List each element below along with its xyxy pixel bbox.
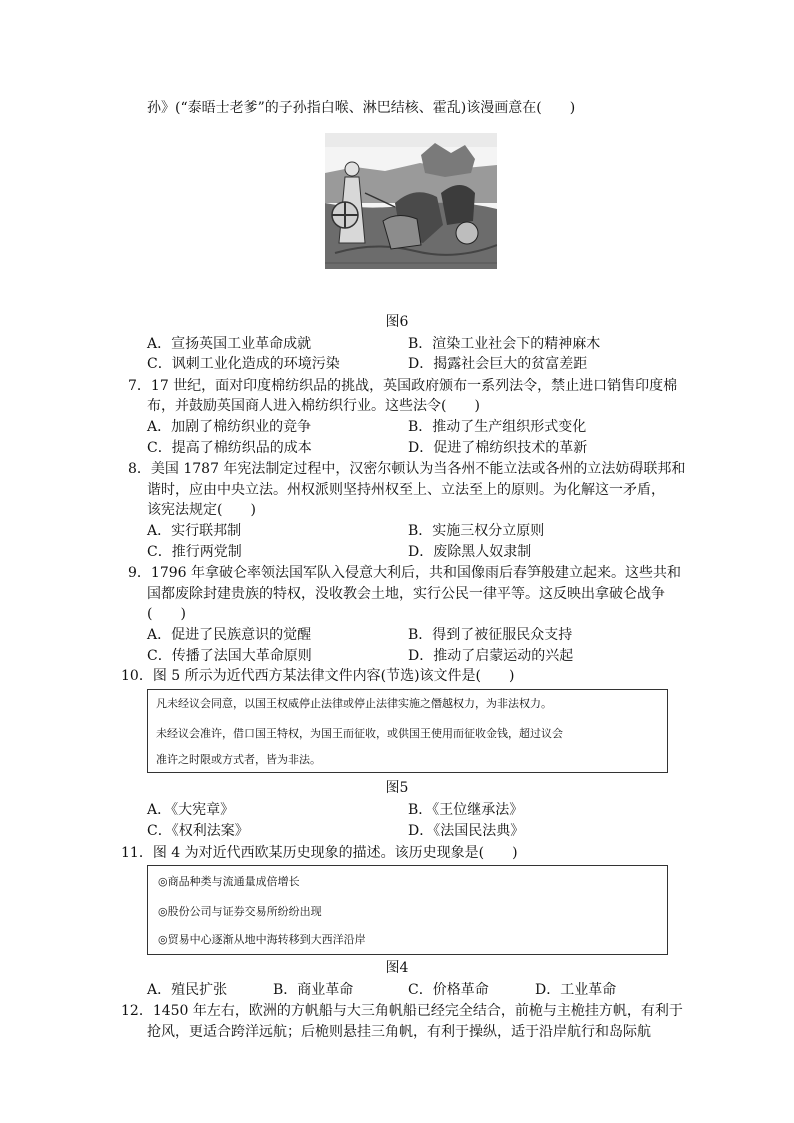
q9-stem-line-3: ( ) bbox=[147, 606, 186, 622]
q9-stem-line-1: 9．1796 年拿破仑率领法国军队入侵意大利后，共和国像雨后春笋般建立起来。这些共和 bbox=[128, 565, 681, 581]
q10-stem: 10．图 5 所示为近代西方某法律文件内容(节选)该文件是( ) bbox=[121, 668, 515, 684]
q7-option-d[interactable]: D．促进了棉纺织技术的革新 bbox=[408, 440, 588, 456]
q8-option-a[interactable]: A．实行联邦制 bbox=[147, 523, 242, 539]
figure-4-line-1: ◎商品种类与流通量成倍增长 bbox=[158, 875, 300, 888]
figure-4-box bbox=[147, 865, 668, 955]
q7-stem-line-2: 布，并鼓励英国商人进入棉纺织行业。这些法令( ) bbox=[147, 398, 480, 414]
q11-option-c[interactable]: C．价格革命 bbox=[408, 982, 489, 998]
q10-option-a[interactable]: A．《大宪章》 bbox=[147, 802, 235, 818]
q11-stem: 11．图 4 为对近代西欧某历史现象的描述。该历史现象是( ) bbox=[121, 845, 518, 861]
q9-option-c[interactable]: C．传播了法国大革命原则 bbox=[147, 648, 312, 664]
q10-option-c[interactable]: C．《权利法案》 bbox=[147, 823, 249, 839]
q7-option-a[interactable]: A．加剧了棉纺织业的竞争 bbox=[147, 419, 312, 435]
q9-stem-line-2: 国都废除封建贵族的特权，没收教会土地，实行公民一律平等。这反映出拿破仑战争 bbox=[147, 586, 665, 602]
figure-5-caption: 图5 bbox=[385, 780, 409, 796]
cartoon-illustration bbox=[325, 133, 497, 269]
q8-option-b[interactable]: B．实施三权分立原则 bbox=[408, 523, 545, 539]
q7-option-c[interactable]: C．提高了棉纺织品的成本 bbox=[147, 440, 312, 456]
q6-stem-tail: 孙》(“泰晤士老爹”的子孙指白喉、淋巴结核、霍乱)该漫画意在( ) bbox=[147, 100, 576, 116]
q6-option-b[interactable]: B．渲染工业社会下的精神麻木 bbox=[408, 336, 601, 352]
q7-option-b[interactable]: B．推动了生产组织形式变化 bbox=[408, 419, 587, 435]
q12-stem-line-1: 12．1450 年左右，欧洲的方帆船与大三角帆船已经完全结合，前桅与主桅挂方帆，有利于 bbox=[121, 1003, 683, 1019]
figure-4-line-2: ◎股份公司与证券交易所纷纷出现 bbox=[158, 905, 322, 918]
q8-option-d[interactable]: D．废除黑人奴隶制 bbox=[408, 544, 532, 560]
q10-option-b[interactable]: B．《王位继承法》 bbox=[408, 802, 524, 818]
figure-5-box bbox=[147, 689, 668, 773]
figure-5-line-2: 未经议会准许，借口国王特权，为国王而征收，或供国王使用而征收金钱，超过议会 bbox=[156, 727, 563, 740]
q8-stem-line-1: 8．美国 1787 年宪法制定过程中，汉密尔顿认为当各州不能立法或各州的立法妨碍联邦和 bbox=[128, 461, 686, 477]
q11-option-b[interactable]: B．商业革命 bbox=[273, 982, 354, 998]
q11-option-d[interactable]: D．工业革命 bbox=[535, 982, 617, 998]
q11-option-a[interactable]: A．殖民扩张 bbox=[147, 982, 228, 998]
q6-option-c[interactable]: C．讽刺工业化造成的环境污染 bbox=[147, 356, 340, 372]
q8-stem-line-3: 该宪法规定( ) bbox=[147, 502, 256, 518]
q9-option-a[interactable]: A．促进了民族意识的觉醒 bbox=[147, 627, 312, 643]
figure-5-line-1: 凡未经议会同意，以国王权威停止法律或停止法律实施之僭越权力，为非法权力。 bbox=[156, 697, 552, 710]
q9-option-d[interactable]: D．推动了启蒙运动的兴起 bbox=[408, 648, 574, 664]
q8-option-c[interactable]: C．推行两党制 bbox=[147, 544, 242, 560]
figure-4-line-3: ◎贸易中心逐渐从地中海转移到大西洋沿岸 bbox=[158, 933, 366, 946]
q8-stem-line-2: 谐时，应由中央立法。州权派则坚持州权至上、立法至上的原则。为化解这一矛盾， bbox=[147, 482, 665, 498]
q6-option-a[interactable]: A．宣扬英国工业革命成就 bbox=[147, 336, 312, 352]
figure-4-caption: 图4 bbox=[385, 960, 409, 976]
q6-option-d[interactable]: D．揭露社会巨大的贫富差距 bbox=[408, 356, 588, 372]
figure-6-caption: 图6 bbox=[385, 314, 409, 330]
q9-option-b[interactable]: B．得到了被征服民众支持 bbox=[408, 627, 573, 643]
q10-option-d[interactable]: D．《法国民法典》 bbox=[408, 823, 525, 839]
q7-stem-line-1: 7．17 世纪，面对印度棉纺织品的挑战，英国政府颁布一系列法令，禁止进口销售印度棉 bbox=[128, 378, 678, 394]
figure-5-line-3: 准许之时限或方式者，皆为非法。 bbox=[156, 753, 321, 766]
q12-stem-line-2: 抢风，更适合跨洋远航；后桅则悬挂三角帆，有利于操纵，适于沿岸航行和岛际航 bbox=[147, 1024, 651, 1040]
